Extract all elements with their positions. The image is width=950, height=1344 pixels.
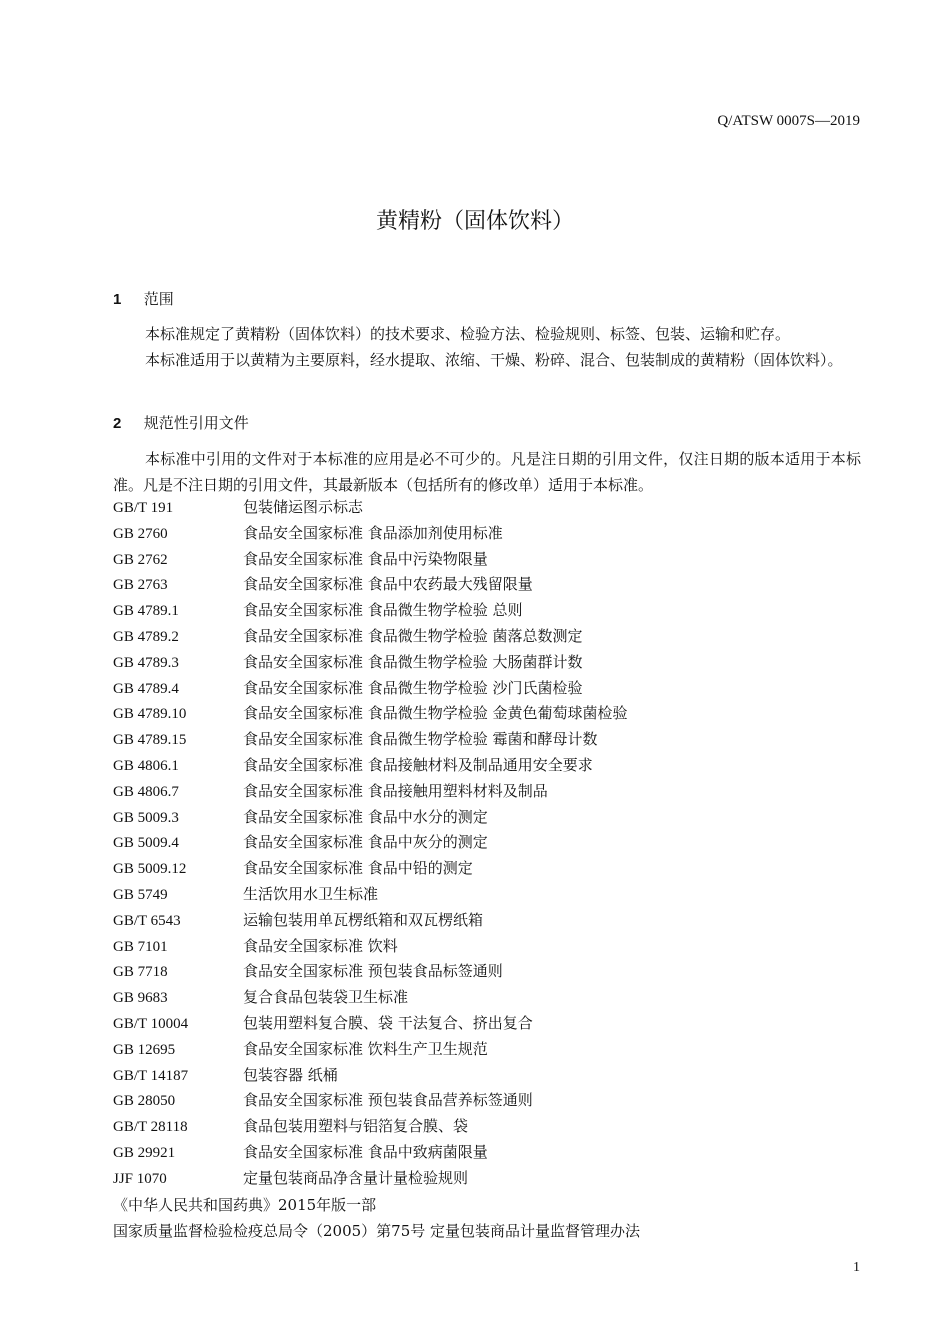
reference-code: GB/T 191 xyxy=(113,500,174,516)
reference-code: GB 28050 xyxy=(113,1093,176,1110)
reference-code: GB 4789.2 xyxy=(113,628,179,645)
reference-item xyxy=(113,676,873,702)
reference-title: 食品安全国家标准 食品微生物学检验 总则 xyxy=(243,601,523,620)
reference-code: GB/T 28118 xyxy=(113,1119,188,1136)
reference-code: GB 2762 xyxy=(113,551,168,568)
reference-code: GB 12695 xyxy=(113,1041,176,1058)
section-heading-references xyxy=(113,412,249,433)
reference-title: 复合食品包装袋卫生标准 xyxy=(243,988,409,1007)
reference-item xyxy=(113,624,873,650)
reference-code: GB 5009.4 xyxy=(113,835,179,852)
reference-code: GB 4806.1 xyxy=(113,757,179,774)
reference-code: GB 5009.12 xyxy=(113,861,187,878)
reference-item xyxy=(113,701,873,727)
reference-code: GB 4789.4 xyxy=(113,680,179,697)
reference-item xyxy=(113,547,873,573)
reference-title: 食品安全国家标准 食品接触用塑料材料及制品 xyxy=(243,781,548,800)
reference-code: GB 7101 xyxy=(113,938,168,955)
reference-item xyxy=(113,985,873,1011)
reference-item xyxy=(113,1114,873,1140)
reference-title: 食品安全国家标准 食品中水分的测定 xyxy=(243,807,488,826)
reference-title: 食品安全国家标准 食品中铅的测定 xyxy=(243,859,473,878)
reference-code: GB 4789.1 xyxy=(113,603,179,620)
reference-item xyxy=(113,521,873,547)
section-title: 范围 xyxy=(143,290,174,308)
reference-title: 食品安全国家标准 饮料生产卫生规范 xyxy=(243,1039,488,1058)
reference-title: 包装容器 纸桶 xyxy=(243,1065,338,1084)
reference-item xyxy=(113,495,873,521)
reference-code: GB 7718 xyxy=(113,964,168,981)
reference-code: GB 5749 xyxy=(113,886,168,903)
reference-title: 食品安全国家标准 预包装食品营养标签通则 xyxy=(243,1091,533,1110)
reference-title: 食品安全国家标准 食品中农药最大残留限量 xyxy=(243,575,533,594)
reference-item xyxy=(113,598,873,624)
reference-item xyxy=(113,727,873,753)
extra-reference: 国家质量监督检验检疫总局令（2005）第75号 定量包装商品计量监督管理办法 xyxy=(113,1222,641,1240)
reference-code: GB 29921 xyxy=(113,1144,176,1161)
reference-title: 食品安全国家标准 食品添加剂使用标准 xyxy=(243,523,503,542)
scope-paragraph-1: 本标准规定了黄精粉（固体饮料）的技术要求、检验方法、检验规则、标签、包装、运输和贮存。 xyxy=(145,325,791,343)
document-title: 黄精粉（固体饮料） xyxy=(375,209,574,234)
reference-title: 食品安全国家标准 预包装食品标签通则 xyxy=(243,962,503,981)
reference-code: GB 4789.10 xyxy=(113,706,187,723)
reference-item xyxy=(113,1166,873,1192)
reference-title: 食品安全国家标准 食品中污染物限量 xyxy=(243,549,488,568)
reference-code: GB/T 14187 xyxy=(113,1067,189,1084)
reference-item xyxy=(113,805,873,831)
reference-list xyxy=(113,495,873,1192)
reference-code: GB 2763 xyxy=(113,577,168,594)
reference-title: 包装储运图示标志 xyxy=(243,498,364,516)
reference-item xyxy=(113,650,873,676)
reference-item xyxy=(113,1063,873,1089)
reference-title: 食品包装用塑料与铝箔复合膜、袋 xyxy=(243,1117,469,1136)
reference-title: 食品安全国家标准 食品微生物学检验 大肠菌群计数 xyxy=(243,652,583,671)
page-number: 1 xyxy=(853,1260,860,1275)
reference-code: GB 5009.3 xyxy=(113,809,179,826)
reference-item xyxy=(113,882,873,908)
reference-title: 食品安全国家标准 食品微生物学检验 菌落总数测定 xyxy=(243,626,583,645)
reference-item xyxy=(113,779,873,805)
section-heading-scope xyxy=(113,288,174,309)
reference-title: 食品安全国家标准 食品微生物学检验 沙门氏菌检验 xyxy=(243,678,583,697)
reference-title: 食品安全国家标准 食品微生物学检验 霉菌和酵母计数 xyxy=(243,730,598,749)
section-number: 1 xyxy=(113,291,122,308)
reference-code: GB 9683 xyxy=(113,990,168,1007)
reference-item xyxy=(113,830,873,856)
reference-item xyxy=(113,572,873,598)
reference-title: 食品安全国家标准 食品中致病菌限量 xyxy=(243,1142,488,1161)
section-number: 2 xyxy=(113,415,122,432)
reference-title: 食品安全国家标准 食品中灰分的测定 xyxy=(243,833,488,852)
reference-code: JJF 1070 xyxy=(113,1170,167,1187)
standard-code: Q/ATSW 0007S—2019 xyxy=(717,113,860,129)
reference-item xyxy=(113,1011,873,1037)
references-intro-paragraph: 本标准中引用的文件对于本标准的应用是必不可少的。凡是注日期的引用文件，仅注日期的版本适用于本标准。凡是不注日期的引用文件，其最新版本（包括所有的修改单）适用于本标准。 xyxy=(113,450,861,494)
reference-title: 定量包装商品净含量计量检验规则 xyxy=(243,1168,469,1187)
reference-title: 食品安全国家标准 食品微生物学检验 金黄色葡萄球菌检验 xyxy=(243,704,628,723)
reference-title: 生活饮用水卫生标准 xyxy=(243,884,379,903)
reference-item xyxy=(113,1088,873,1114)
section-title: 规范性引用文件 xyxy=(143,414,249,432)
reference-code: GB/T 6543 xyxy=(113,912,181,929)
reference-item xyxy=(113,1037,873,1063)
reference-code: GB 2760 xyxy=(113,525,168,542)
reference-item xyxy=(113,908,873,934)
reference-item xyxy=(113,753,873,779)
reference-code: GB 4789.3 xyxy=(113,654,179,671)
reference-title: 食品安全国家标准 饮料 xyxy=(243,936,398,955)
reference-title: 运输包装用单瓦楞纸箱和双瓦楞纸箱 xyxy=(243,910,484,929)
scope-paragraph-2: 本标准适用于以黄精为主要原料，经水提取、浓缩、干燥、粉碎、混合、包装制成的黄精粉（固体饮料）。 xyxy=(145,351,843,369)
reference-title: 包装用塑料复合膜、袋 干法复合、挤出复合 xyxy=(243,1013,533,1032)
reference-item xyxy=(113,934,873,960)
reference-title: 食品安全国家标准 食品接触材料及制品通用安全要求 xyxy=(243,755,593,774)
reference-code: GB 4806.7 xyxy=(113,783,179,800)
reference-item xyxy=(113,1140,873,1166)
reference-code: GB 4789.15 xyxy=(113,732,187,749)
reference-item xyxy=(113,856,873,882)
reference-code: GB/T 10004 xyxy=(113,1015,189,1032)
reference-item xyxy=(113,959,873,985)
extra-reference: 《中华人民共和国药典》2015年版一部 xyxy=(113,1196,377,1214)
